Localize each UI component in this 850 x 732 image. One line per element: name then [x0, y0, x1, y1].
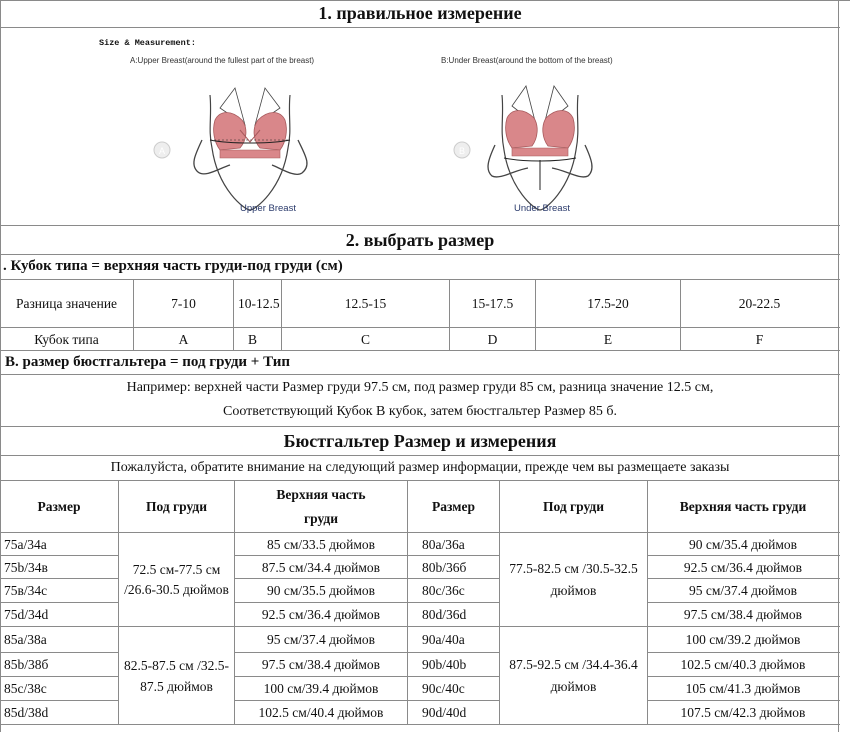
- header-upperbust-left: Верхняя часть груди: [276, 486, 366, 526]
- upperbust-cell: 92.5 см/36.4 дюймов: [683, 559, 803, 575]
- header-size-left: Размер: [37, 499, 81, 514]
- upperbust-cell: 90 см/35.5 дюймов: [266, 583, 375, 598]
- upperbust-cell: 97.5 см/38.4 дюймов: [261, 657, 381, 672]
- difference-header: Разница значение: [15, 296, 118, 311]
- example-line-2: Соответствующий Кубок В кубок, затем бюстгальтер Размер 85 б.: [223, 404, 617, 419]
- cup-value: B: [248, 331, 258, 347]
- size-cell: 80b/36б: [422, 559, 467, 575]
- header-upperbust-right: Верхняя часть груди: [679, 499, 807, 514]
- size-cell: 90c/40c: [422, 681, 465, 696]
- upperbust-cell: 102.5 см/40.4 дюймов: [258, 705, 384, 720]
- upper-breast-label: Upper Breast: [240, 203, 296, 214]
- difference-value: 17.5-20: [587, 296, 629, 311]
- size-cell: 75d/34d: [4, 607, 49, 622]
- divider: [0, 27, 840, 28]
- frame-right: [838, 0, 839, 732]
- figure-upper-breast: [150, 70, 350, 220]
- upperbust-cell: 92.5 см/36.4 дюймов: [261, 607, 381, 622]
- divider: [0, 254, 840, 255]
- difference-value: 10-12.5: [238, 296, 280, 311]
- upperbust-cell: 95 см/37.4 дюймов: [688, 583, 797, 598]
- upperbust-cell: 85 см/33.5 дюймов: [266, 536, 375, 552]
- size-cell: 80a/36a: [422, 536, 465, 552]
- underbust-range-cell: 72.5 см-77.5 см /26.6-30.5 дюймов: [124, 561, 229, 597]
- divider: [0, 350, 840, 351]
- cup-formula: . Кубок типа = верхняя часть груди-под груди (см): [3, 258, 343, 274]
- header-underbust-right: Под груди: [542, 499, 605, 514]
- cup-value: A: [178, 331, 189, 347]
- underbust-range-cell: 77.5-82.5 см /30.5-32.5 дюймов: [509, 560, 638, 598]
- upperbust-cell: 87.5 см/34.4 дюймов: [261, 559, 381, 575]
- difference-value: 15-17.5: [471, 296, 514, 311]
- caption-under-breast: B:Under Breast(around the bottom of the breast): [441, 56, 613, 65]
- under-breast-illustration: [440, 70, 640, 220]
- example-line-1: Например: верхней части Размер груди 97.5 см, под размер груди 85 см, разница значение 12.5 см,: [126, 380, 714, 395]
- size-cell: 90a/40a: [422, 632, 465, 647]
- marker-b: B: [458, 146, 465, 156]
- upper-breast-illustration: [150, 70, 350, 220]
- size-cell: 90b/40b: [422, 657, 467, 672]
- section3-title: Бюстгальтер Размер и измерения: [283, 430, 557, 451]
- size-cell: 85a/38a: [4, 632, 47, 647]
- header-size-right: Размер: [432, 499, 475, 514]
- size-cell: 85c/38c: [4, 681, 47, 696]
- size-cell: 85d/38d: [4, 705, 49, 720]
- underbust-range-cell: 87.5-92.5 см /34.4-36.4 дюймов: [509, 656, 638, 694]
- size-cell: 90d/40d: [422, 705, 467, 720]
- difference-value: 12.5-15: [344, 296, 387, 311]
- size-measurement-label: Size & Measurement:: [99, 38, 196, 48]
- divider: [0, 374, 840, 375]
- marker-a: A: [158, 146, 165, 156]
- size-cell: 85b/38б: [4, 657, 49, 672]
- upperbust-cell: 107.5 см/42.3 дюймов: [680, 705, 806, 720]
- size-cell: 75в/34c: [4, 583, 48, 598]
- size-cell: 75a/34a: [4, 536, 47, 552]
- upperbust-cell: 100 см/39.2 дюймов: [685, 632, 801, 647]
- cup-value: C: [360, 331, 370, 347]
- figure-under-breast: [440, 70, 640, 220]
- order-note: Пожалуйста, обратите внимание на следующий размер информации, прежде чем вы размещаете заказы: [110, 459, 730, 475]
- difference-value: 7-10: [171, 296, 196, 311]
- upperbust-cell: 100 см/39.4 дюймов: [263, 681, 379, 696]
- upperbust-cell: 105 см/41.3 дюймов: [685, 681, 801, 696]
- section1-title: 1. правильное измерение: [318, 3, 522, 23]
- underbust-range-cell: 82.5-87.5 см /32.5-87.5 дюймов: [124, 657, 229, 694]
- cup-value: D: [487, 331, 498, 347]
- under-breast-label: Under Breast: [514, 203, 570, 214]
- bra-formula: B. размер бюстгальтера = под груди + Тип: [5, 354, 291, 370]
- upperbust-cell: 90 см/35.4 дюймов: [688, 536, 797, 552]
- upperbust-cell: 102.5 см/40.3 дюймов: [680, 657, 806, 672]
- section2-title: 2. выбрать размер: [345, 229, 495, 250]
- size-cell: 75b/34в: [4, 559, 48, 575]
- difference-value: 20-22.5: [738, 296, 781, 311]
- size-cell: 80c/36c: [422, 583, 465, 598]
- size-cell: 80d/36d: [422, 607, 467, 622]
- caption-upper-breast: A:Upper Breast(around the fullest part of the breast): [130, 56, 315, 65]
- cup-value: E: [603, 331, 613, 347]
- upperbust-cell: 95 см/37.4 дюймов: [266, 632, 375, 647]
- cup-header: Кубок типа: [34, 331, 99, 347]
- cup-value: F: [755, 331, 764, 347]
- header-underbust-left: Под груди: [145, 499, 208, 514]
- upperbust-cell: 97.5 см/38.4 дюймов: [683, 607, 803, 622]
- divider: [0, 724, 840, 725]
